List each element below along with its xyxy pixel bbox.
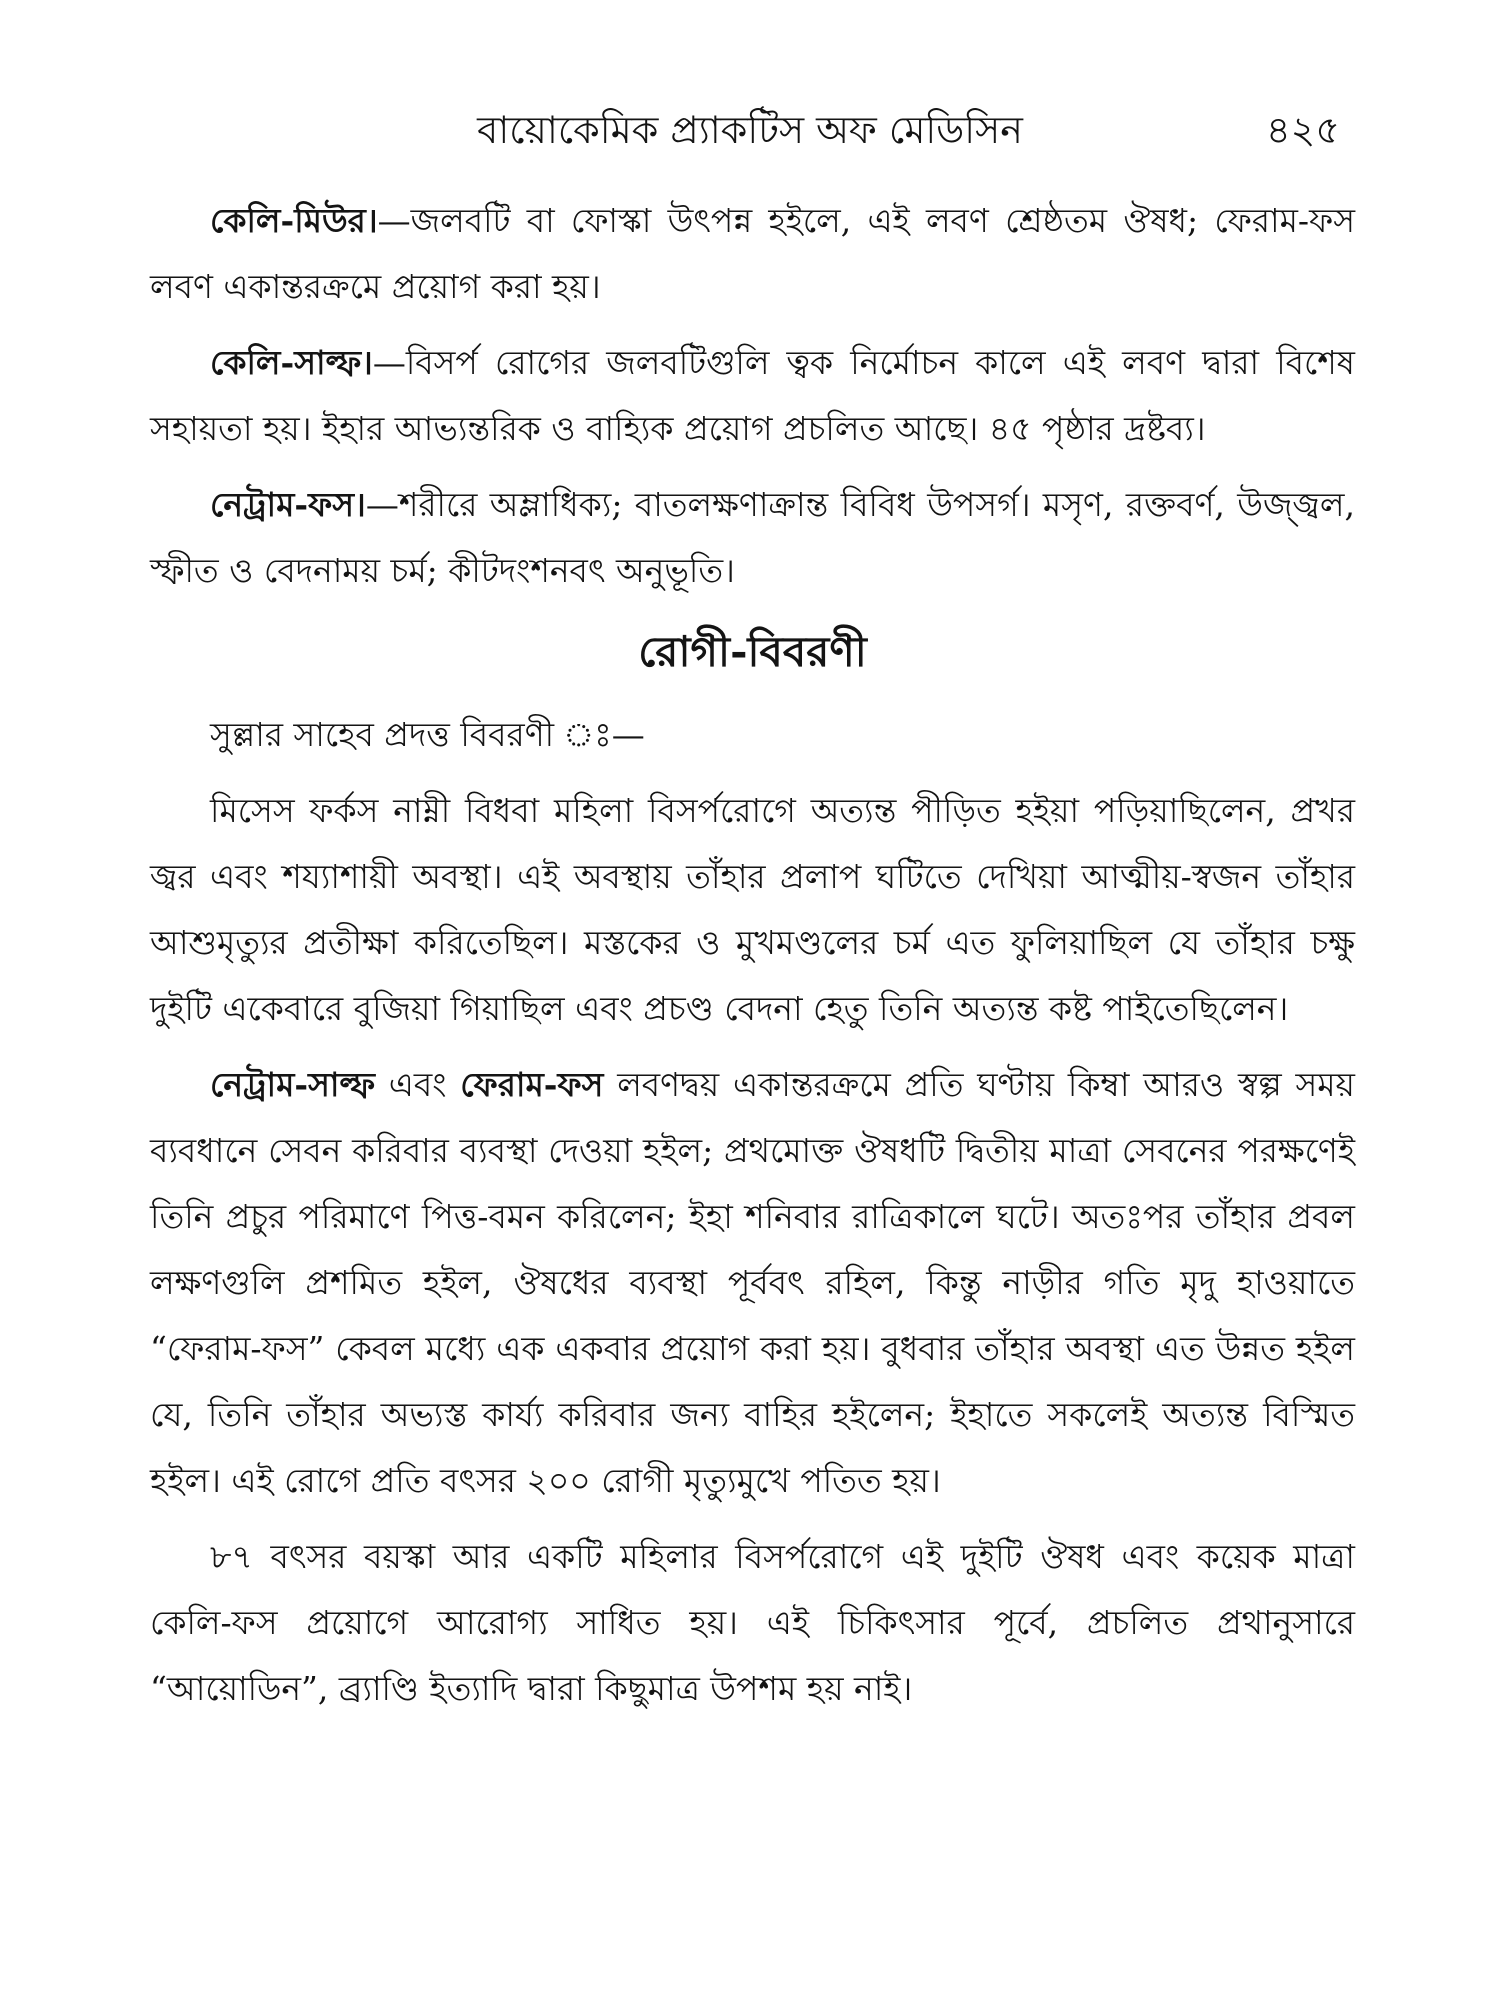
remedy-description: —জলবটি বা ফোস্কা উৎপন্ন হইলে, এই লবণ শ্রেষ্ঠতম ঔষধ; ফেরাম-ফস লবণ একান্তরক্রমে প্রয়োগ করা হয়। <box>150 201 1355 306</box>
remedy-description: —শরীরে অম্লাধিক্য; বাতলক্ষণাক্রান্ত বিবিধ উপসর্গ। মসৃণ, রক্তবর্ণ, উজ্জ্বল, স্ফীত ও বেদনাময় চর্ম; কীটদংশনবৎ অনুভূতি। <box>150 485 1355 590</box>
remedy-term: কেলি-সাল্ফ। <box>210 343 373 382</box>
connector-text: এবং <box>374 1065 461 1104</box>
running-head-title: বায়োকেমিক প্র্যাকটিস অফ মেডিসিন <box>477 108 1023 152</box>
body-text <box>150 188 1355 1732</box>
remedy-term: নেট্রাম-সাল্ফ <box>210 1065 375 1104</box>
case-paragraph: ৮৭ বৎসর বয়স্কা আর একটি মহিলার বিসর্পরোগে এই দুইটি ঔষধ এবং কয়েক মাত্রা কেলি-ফস প্রয়োগে আরোগ্য সাধিত হয়। এই চিকিৎসার পূর্বে, প্রচলিত প্রথানুসারে “আয়োডিন”, ব্র্যাণ্ডি ইত্যাদি দ্বারা কিছুমাত্র উপশম হয় নাই। <box>150 1537 1355 1708</box>
remedy-term: কেলি-মিউর। <box>210 201 378 240</box>
section-heading: রোগী-বিবরণী <box>638 627 867 676</box>
remedy-term: ফেরাম-ফস <box>460 1065 604 1104</box>
remedy-paragraph-natrum-phos <box>150 472 1355 604</box>
page-number: ৪২৫ <box>1265 108 1340 152</box>
remedy-term: নেট্রাম-ফস। <box>210 485 366 524</box>
case-paragraph: মিসেস ফর্কস নাম্নী বিধবা মহিলা বিসর্পরোগে অত্যন্ত পীড়িত হইয়া পড়িয়াছিলেন, প্রখর জ্বর এবং শয্যাশায়ী অবস্থা। এই অবস্থায় তাঁহার প্রলাপ ঘটিতে দেখিয়া আত্মীয়-স্বজন তাঁহার আশুমৃত্যুর প্রতীক্ষা করিতেছিল। মস্তকের ও মুখমণ্ডলের চর্ম এত ফুলিয়াছিল যে তাঁহার চক্ষু দুইটি একেবারে বুজিয়া গিয়াছিল এবং প্রচণ্ড বেদনা হেতু তিনি অত্যন্ত কষ্ট পাইতেছিলেন। <box>150 791 1355 1028</box>
remedy-paragraph-kali-sulph <box>150 330 1355 462</box>
remedy-description: —বিসর্প রোগের জলবটিগুলি ত্বক নির্মোচন কালে এই লবণ দ্বারা বিশেষ সহায়তা হয়। ইহার আভ্যন্তরিক ও বাহ্যিক প্রয়োগ প্রচলিত আছে। ৪৫ পৃষ্ঠার দ্রষ্টব্য। <box>150 343 1355 448</box>
remedy-paragraph-kali-mur <box>150 188 1355 320</box>
case-intro: সুল্লার সাহেব প্রদত্ত বিবরণী ঃ— <box>210 715 645 754</box>
running-head <box>150 100 1350 160</box>
case-paragraph-treatment <box>150 1052 1355 1514</box>
case-text: লবণদ্বয় একান্তরক্রমে প্রতি ঘণ্টায় কিম্বা আরও স্বল্প সময় ব্যবধানে সেবন করিবার ব্যবস্থা দেওয়া হইল; প্রথমোক্ত ঔষধটি দ্বিতীয় মাত্রা সেবনের পরক্ষণেই তিনি প্রচুর পরিমাণে পিত্ত-বমন করিলেন; ইহা শনিবার রাত্রিকালে ঘটে। অতঃপর তাঁহার প্রবল লক্ষণগুলি প্রশমিত হইল, ঔষধের ব্যবস্থা পূর্ববৎ রহিল, কিন্তু নাড়ীর গতি মৃদু হাওয়াতে “ফেরাম-ফস” কেবল মধ্যে এক একবার প্রয়োগ করা হয়। বুধবার তাঁহার অবস্থা এত উন্নত হইল যে, তিনি তাঁহার অভ্যস্ত কার্য্য করিবার জন্য বাহির হইলেন; ইহাতে সকলেই অত্যন্ত বিস্মিত হইল। এই রোগে প্রতি বৎসর ২০০ রোগী মৃত্যুমুখে পতিত হয়। <box>150 1065 1356 1500</box>
